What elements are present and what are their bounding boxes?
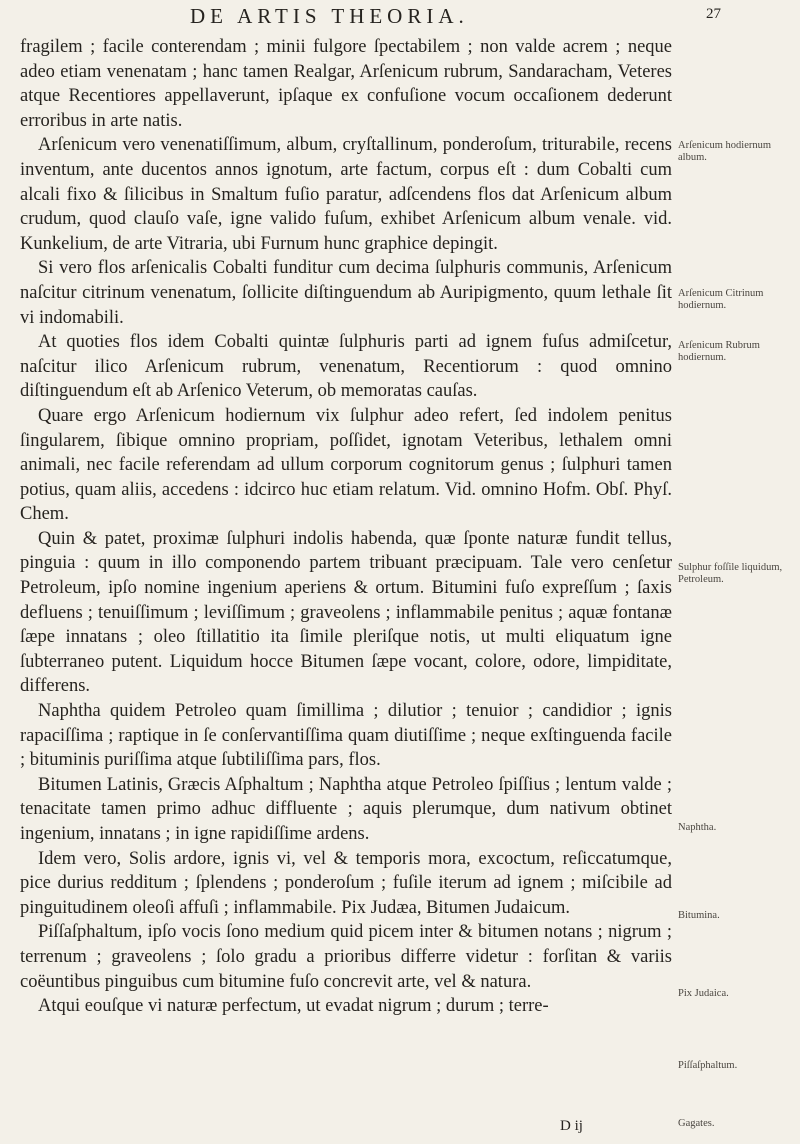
- main-text: [20, 35, 672, 1019]
- paragraph: fragilem ; facile conterendam ; minii fulgore ſpectabilem ; non valde acrem ; neque adeo etiam venenatam ; hanc tamen Realgar, Arſenicum rubrum, Sandaracham, Veteres atque Recentiores appellaverunt, ipſaque ex confuſione vocum occaſionem dederunt erroribus in arte natis.: [20, 37, 672, 131]
- paragraph: Quin & patet, proximæ ſulphuri indolis habenda, quæ ſponte naturæ fundit tellus, pinguia : quum in illo componendo partem tribuant præcipuam. Tale vero cenſetur Petroleum, ipſo nomine ingenium aperiens & ortum. Bitumini fuſo expreſſum ; ſaxis defluens ; tenuiſſimum ; leviſſimum ; graveolens ; inflammabile penitus ; aquæ fontanæ ſæpe innatans ; oleo ſtillatitio ita ſimile pleriſque notis, ut multi eliquatum igne ſubterraneo putent. Liquidum hocce Bitumen ſæpe vocant, colore, odore, limpiditate, differens.: [20, 528, 672, 697]
- margin-note: Pix Judaica.: [678, 988, 729, 999]
- margin-note: Gagates.: [678, 1118, 715, 1129]
- margin-note: Sulphur foſſile liquidum, Petroleum.: [678, 562, 783, 585]
- paragraph: Arſenicum vero venenatiſſimum, album, cryſtallinum, ponderoſum, triturabile, recens inventum, ante ducentos annos ignotum, arte factum, corpus eſt : dum Cobalti cum alcali fixo & ſilicibus in Smaltum fuſio paratur, adſcendens flos dat Arſenicum album crudum, quod clauſo vaſe, igne valido fuſum, exhibet Arſenicum album venale. vid. Kunkelium, de arte Vitraria, ubi Furnum hunc graphice depingit.: [20, 135, 672, 254]
- margin-note: Bitumina.: [678, 910, 720, 921]
- margin-note: Piſſaſphaltum.: [678, 1060, 738, 1071]
- paragraph: Bitumen Latinis, Græcis Aſphaltum ; Naphtha atque Petroleo ſpiſſius ; lentum valde ; tenacitate tamen primo adhuc diffluente ; aquis plerumque, dum nativum obtinet ingenium, innatans ; in igne rapidiſſime ardens.: [20, 774, 672, 844]
- paragraph: Naphtha quidem Petroleo quam ſimillima ; dilutior ; tenuior ; candidior ; ignis rapaciſſima ; raptique in ſe conſervantiſſima quam diutiſſime ; neque exſtinguenda facile ; bituminis puriſſima atque ſubtiliſſima pars, flos.: [20, 701, 672, 771]
- paragraph: Atqui eouſque vi naturæ perfectum, ut evadat nigrum ; durum ; terre-: [38, 996, 549, 1017]
- margin-note: Arſenicum Citrinum hodiernum.: [678, 288, 764, 311]
- paragraph: At quoties flos idem Cobalti quintæ ſulphuris parti ad ignem fuſus admiſcetur, naſcitur ilico Arſenicum rubrum, venenatum, Recentiorum : quod omnino diſtinguendum eſt ab Arſenico Veterum, ob memoratas cauſas.: [20, 332, 672, 402]
- paragraph: Piſſaſphaltum, ipſo vocis ſono medium quid picem inter & bitumen notans ; nigrum ; terrenum ; graveolens ; ſolo gradu a prioribus differre videtur : forſitan & variis coëuntibus pinguibus cum bitumine fuſo concrevit arte, vel & natura.: [20, 922, 672, 992]
- margin-note: Arſenicum hodiernum album.: [678, 140, 772, 163]
- paragraph: Si vero flos arſenicalis Cobalti funditur cum decima ſulphuris communis, Arſenicum naſcitur citrinum venenatum, ſollicite diſtinguendum ab Auripigmento, quum lethale ſit vi indomabili.: [20, 258, 672, 328]
- page-number: 27: [706, 6, 721, 22]
- paragraph: Idem vero, Solis ardore, ignis vi, vel & temporis mora, excoctum, reſiccatumque, pice durius redditum ; ſplendens ; ponderoſum ; fuſile iterum ad ignem ; miſcibile ad pinguitudinem oleoſi affuſi ; inflammabile. Pix Judæa, Bitumen Judaicum.: [20, 848, 672, 918]
- signature-mark: D ij: [560, 1118, 583, 1134]
- margin-note: Arſenicum Rubrum hodiernum.: [678, 340, 760, 363]
- running-head: DE ARTIS THEORIA.: [190, 4, 469, 28]
- margin-note: Naphtha.: [678, 822, 717, 833]
- paragraph: Quare ergo Arſenicum hodiernum vix ſulphur adeo refert, ſed indolem penitus ſingularem, ſibique omnino propriam, poſſidet, ignotam Veteribus, lethalem omni animali, nec facile referendam ad ullum corporum cognitorum genus ; ſulphuri tamen potius, quam aliis, accedens : idcirco huc etiam relatum. Vid. omnino Hofm. Obſ. Phyſ. Chem.: [20, 405, 672, 525]
- page-header: [0, 0, 800, 36]
